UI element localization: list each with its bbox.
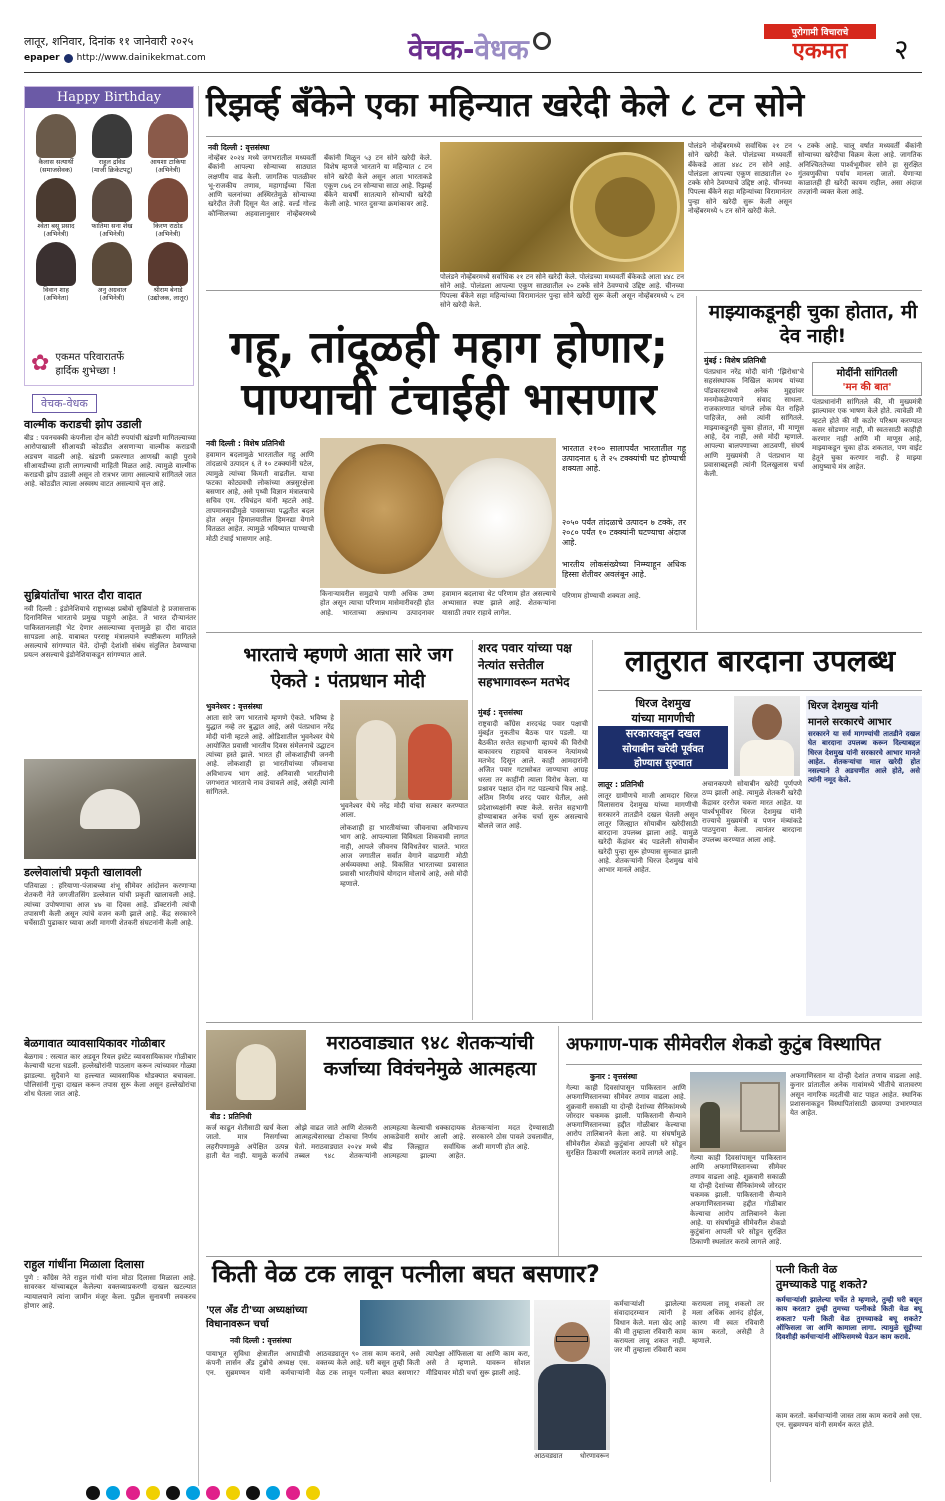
modi-dateline: मुंबई : विशेष प्रतिनिधी	[704, 356, 766, 365]
person-photo	[92, 114, 132, 158]
wheat-text-2: किनाऱ्यावरील समुद्राचे पाणी अधिक उष्ण होत असून त्याचा परिणाम मासेमारीवरही होत आहे. भारताच्या अन्नधान्य उत्पादनावर हवामान बदलाचा थेट परिणाम होत असल्याचे अभ्यासात स्पष्ट झाले आहे. शेतकऱ्यांना यासाठी तयार राहावे लागेल.	[320, 590, 556, 617]
register-dot	[86, 1486, 100, 1500]
register-dot	[286, 1486, 300, 1500]
wheat-headline-line2: पाण्याची टंचाईही भासणार	[241, 374, 657, 425]
latur-rule	[598, 690, 922, 691]
story-text: पुणे : काँग्रेस नेते राहुल गांधी यांना मोठा दिलासा मिळाला आहे. सावरकर यांच्याबद्दल केलेल्या वक्तव्याप्रकरणी दाखल खटल्यात न्यायालयाने त्यांना जामीन मंजूर केला. पुढील सुनावणी लवकरच होणार आहे.	[24, 1274, 196, 1310]
gate-structure	[740, 1082, 780, 1132]
wife-side-text: कर्मचाऱ्यांशी झालेल्या चर्चेत ते म्हणाले, तुम्ही घरी बसून काय करता? तुम्ही तुमच्या पत्नीकडे किती वेळ बघू शकता? पत्नी किती वेळ तुमच्याकडे बघू शकते? ऑफिसला जा आणि कामाला लागा. त्यामुळे सुट्टीच्या दिवशीही कर्मचाऱ्यांनी ऑफिसमध्ये येऊन काम करावे.	[776, 1296, 922, 1342]
dhiraj-head	[752, 704, 782, 740]
person-photo	[92, 242, 132, 286]
person-photo	[92, 178, 132, 222]
modi-photo	[340, 700, 468, 800]
person-role: (अभिनेत्री)	[155, 166, 181, 174]
story-text: पतियाळा : हरियाणा-पंजाबच्या शंभू सीमेवर आंदोलन करणाऱ्या शेतकरी नेते जगजीतसिंग डल्लेवाल यांची प्रकृती खालावली आहे. त्यांच्या उपोषणाचा आज ४७ वा दिवस आहे. डॉक्टरांनी त्यांची तपासणी केली असून त्यांचे वजन कमी झाले आहे. केंद्र सरकारने चर्चेसाठी पुढाकार घ्यावा अशी मागणी शेतकरी संघटनांनी केली आहे.	[24, 882, 196, 928]
latur-kicker	[598, 696, 728, 769]
world-headline: भारताचे म्हणणे आता सारे जग ऐकते : पंतप्रधान मोदी	[243, 644, 453, 692]
birthday-person	[141, 242, 195, 302]
wife-dateline: नवी दिल्ली : वृत्तसंस्था	[230, 1336, 292, 1345]
afghan-headline: अफगाण-पाक सीमेवरील शेकडो कुटुंब विस्थापित	[566, 1034, 881, 1055]
modi-subhead-line2: 'मन की बात'	[842, 382, 892, 393]
person-name: राहुल द्रविड	[98, 158, 126, 166]
register-dot	[266, 1486, 280, 1500]
wife-kicker-line2: विधानावरून चर्चा	[206, 1319, 269, 1330]
lead-photo-caption: पोलंडने नोव्हेंबरमध्ये सर्वाधिक २१ टन सोने खरेदी केले. पोलंडच्या मध्यवर्ती बँकेकडे आता ४४८ टन सोने आहे. पोलंडला आपल्या एकूण साठ्यातील २० टक्के सोने ठेवण्याचे उद्दिष्ट आहे. चीनच्या पिपल्स बँकेने सहा महिन्यांच्या विरामानंतर पुन्हा सोने खरेदी सुरू केली असून नोव्हेंबरमध्ये ५ टन सोने खरेदी केले.	[440, 273, 684, 309]
protest-photo	[24, 759, 196, 859]
left-column-divider	[198, 86, 199, 1486]
marathwada-divider	[558, 1026, 559, 1256]
kicker-highlight: होण्यास सुरुवात	[598, 755, 728, 769]
person-silhouette	[80, 789, 140, 829]
world-text: आता सारे जग भारताचे म्हणणे ऐकते. भविष्य हे युद्धात नव्हे तर बुद्धात आहे, असे पंतप्रधान नरेंद्र मोदी यांनी म्हटले आहे. ओडिशातील भुवनेश्वर येथे आयोजित प्रवासी भारतीय दिवस संमेलनाचे उद्घाटन त्यांच्या हस्ते झाले. भारत ही लोकशाहीची जननी आहे. लोकशाही हा भारतीयांच्या जीवनाचा अविभाज्य भाग आहे. अनिवासी भारतीयांनी जगभरात भारताचे नाव उंचावले आहे, असेही त्यांनी सांगितले.	[206, 714, 334, 797]
world-divider	[472, 640, 473, 1020]
brand-name: एकमत	[792, 39, 848, 64]
magnifier-icon	[533, 32, 551, 50]
modi-subhead-line1: मोदींनी सांगितली	[836, 368, 898, 379]
birthday-wish	[31, 349, 124, 377]
farmer-photo	[206, 1030, 306, 1110]
person-role: (अभिनेत्री)	[99, 294, 125, 302]
modi-text: पंतप्रधान नरेंद्र मोदी यांनी 'झिरोधा'चे सहसंस्थापक निखिल कामथ यांच्या पॉडकास्टमध्ये अनेक मुद्द्यांवर मनमोकळेपणाने संवाद साधला. राजकारणात चांगले लोक येत राहिले पाहिजेत, असे त्यांनी सांगितले. माझ्याकडूनही चुका होतात, मी माणूस आहे, देव नाही, असे मोदी म्हणाले. आपल्या बालपणाच्या आठवणी, संघर्ष आणि मुख्यमंत्री ते पंतप्रधान या प्रवासाबद्दलही त्यांनी दिलखुलास चर्चा केली.	[704, 368, 804, 479]
section-logo	[408, 30, 529, 68]
chairman-glasses	[556, 1336, 588, 1342]
story-headline: सुब्रियांतोंचा भारत दौरा वादात	[24, 589, 142, 602]
wife-kicker	[206, 1302, 356, 1330]
modi-figure	[356, 720, 396, 800]
kicker-highlight: सोयाबीन खरेदी पूर्ववत	[598, 741, 728, 755]
birthday-person	[141, 178, 195, 238]
person-name: विवान शाह	[43, 286, 69, 294]
latur-text-2: अचानकपणे सोयाबीन खरेदी पूर्णपणे ठप्प झाली आहे. त्यामुळे शेतकरी खरेदी केंद्रावर दररोज चकरा मारत आहेत. या पार्श्वभूमीवर धिरज देशमुख यांनी राज्याचे मुख्यमंत्री व पणन मंत्र्यांकडे पाठपुरावा केला. त्यानंतर बारदाना उपलब्ध करण्यात आला आहे.	[702, 780, 802, 844]
header-rule	[24, 72, 922, 73]
world-text-2: लोकशाही हा भारतीयांच्या जीवनाचा अविभाज्य भाग आहे. आपल्याला विविधता शिकवावी लागत नाही, आपले जीवनच विविधतेवर चालते. भारत आज जगातील सर्वात वेगाने वाढणारी मोठी अर्थव्यवस्था आहे. विकसित भारताच्या प्रवासात प्रवासी भारतीयांचे योगदान मोलाचे आहे, असे मोदी म्हणाले.	[340, 824, 468, 888]
person-photo	[36, 178, 76, 222]
lead-bottom-rule	[206, 290, 922, 291]
person-role: (माजी क्रिकेटपटू)	[91, 166, 133, 174]
brand-block	[764, 24, 876, 70]
wife-caption-right: धोरणावरून	[580, 1452, 610, 1460]
person-role: (अभिनेता)	[43, 294, 69, 302]
wheat-caption: परिणाम होण्याची शक्यता आहे.	[562, 592, 641, 600]
modi-text-2: पंतप्रधानांनी सांगितले की, मी मुख्यमंत्री झाल्यावर एक भाषण केले होते. त्यावेळी मी म्हटले होते की मी कठोर परिश्रम करण्यात कसर सोडणार नाही, मी स्वतःसाठी काहीही करणार नाही आणि मी माणूस आहे, माझ्याकडून चुका होऊ शकतात, पण वाईट हेतूने चुका करणार नाही. हे माझ्या आयुष्याचे मंत्र आहेत.	[812, 398, 922, 472]
lead-text: नोव्हेंबर २०२४ मध्ये जगभरातील मध्यवर्ती बँकांनी आपल्या सोन्याच्या साठ्यात लक्षणीय वाढ केली. जागतिक पातळीवर भू-राजकीय तणाव, महागाईच्या चिंता आणि चलनांच्या अस्थिरतेमुळे सोन्याच्या खरेदीत तेजी दिसून येत आहे. वर्ल्ड गोल्ड कौन्सिलच्या अहवालानुसार नोव्हेंबरमध्ये बँकांनी मिळून ५३ टन सोने खरेदी केले. विशेष म्हणजे भारताने या महिन्यात ८ टन सोने खरेदी केले असून आता भारताकडे एकूण ८७६ टन सोन्याचा साठा आहे. रिझर्व्ह बँकेने यावर्षी सातत्याने सोन्याची खरेदी केली आहे. भारत दुसऱ्या क्रमांकावर आहे.	[208, 154, 432, 218]
wife-side-text-2: काम करतो. कर्मचाऱ्यांनी जास्त तास काम करावे असे एस. एन. सुब्रमण्यन यांनी समर्थन करत होते.	[776, 1412, 922, 1430]
birthday-person	[29, 242, 83, 302]
section-logo-right: वेधक	[474, 33, 529, 66]
wife-kicker-line1: 'एल अँड टी'च्या अध्यक्षांच्या	[206, 1305, 308, 1316]
rbi-seal-inner	[595, 177, 655, 237]
birthday-title: Happy Birthday	[25, 87, 193, 108]
marathwada-dateline: बीड : प्रतिनिधी	[210, 1112, 252, 1121]
globe-icon	[64, 54, 73, 63]
lead-dateline: नवी दिल्ली : वृत्तसंस्था	[208, 143, 270, 152]
wife-headline: किती वेळ टक लावून पत्नीला बघत बसणार?	[212, 1260, 600, 1288]
birthday-person	[85, 242, 139, 302]
latur-side-box	[806, 696, 922, 1016]
pawar-text: राष्ट्रवादी काँग्रेस शरदचंद्र पवार पक्षाची मुंबईत नुकतीच बैठक पार पडली. या बैठकीत सत्तेत सहभागी व्हायचे की विरोधी बाकावरच राहायचे यावरून नेत्यांमध्ये मतभेद दिसून आले. काही आमदारांनी अजित पवार गटासोबत जाण्याचा आग्रह धरला तर काहींनी त्याला विरोध केला. या प्रश्नावर पक्षात दोन गट पडल्याचे चित्र आहे. अंतिम निर्णय शरद पवार घेतील, असे प्रदेशाध्यक्षांनी स्पष्ट केले. सत्तेत सहभागी होण्याबाबत अनेक चर्चा सुरू असल्याचे बोलले जात आहे.	[478, 720, 588, 831]
cm-figure	[408, 724, 452, 800]
workers-photo	[360, 1300, 530, 1346]
flower-icon: ✿	[31, 350, 50, 376]
register-dot	[186, 1486, 200, 1500]
modi-divider	[696, 296, 697, 630]
epaper-line	[24, 53, 206, 63]
latur-dateline: लातूर : प्रतिनिधी	[598, 780, 644, 789]
story-text: नवी दिल्ली : इंडोनेशियाचे राष्ट्राध्यक्ष प्रबोवो सुब्रियांतो हे प्रजासत्ताक दिनानिमित्त भारताचे प्रमुख पाहुणे आहेत. ते भारत दौऱ्यानंतर पाकिस्तानलाही भेट देणार असल्याच्या वृत्तामुळे हा दौरा वादात सापडला आहे. याबाबत परराष्ट्र मंत्रालयाने स्पष्टीकरण मागितले असल्याचे सांगण्यात येते. दोन्ही देशांशी संबंध संतुलित ठेवण्याचा प्रयत्न असल्याचे इंडोनेशियाकडून सांगण्यात आले.	[24, 605, 196, 660]
register-dot	[146, 1486, 160, 1500]
grain-photo	[320, 438, 556, 588]
world-caption: भुवनेश्वर येथे नरेंद्र मोदी यांचा सत्कार करण्यात आला.	[340, 802, 468, 820]
birthday-person	[141, 114, 195, 174]
lead-headline: रिझर्व्ह बँकेने एका महिन्यात खरेदी केले ८ टन सोने	[206, 85, 805, 124]
kicker-line: धिरज देशमुख	[635, 697, 691, 710]
person-photo	[148, 114, 188, 158]
wife-divider	[770, 1260, 771, 1482]
register-dot	[126, 1486, 140, 1500]
website-link[interactable]: http://www.dainikekmat.com	[76, 53, 206, 63]
birthday-grid	[25, 108, 193, 302]
modi-subhead	[812, 362, 922, 396]
wheat-headline	[214, 322, 684, 426]
register-dot	[306, 1486, 320, 1500]
wish-line1: एकमत परिवारातर्फे	[55, 352, 125, 363]
farmer-figure	[236, 1044, 276, 1100]
pawar-headline: शरद पवार यांच्या पक्ष नेत्यांत सत्तेतील सहभागावरून मतभेद	[478, 641, 572, 689]
modi-rule	[704, 352, 922, 353]
person-name: किरण राठोड	[153, 222, 183, 230]
birthday-person	[29, 178, 83, 238]
birthday-panel	[24, 86, 194, 386]
person-role: (समाजसेवक)	[39, 166, 73, 174]
story-headline: राहुल गांधींना मिळाला दिलासा	[24, 1258, 144, 1271]
register-dot	[166, 1486, 180, 1500]
story-headline: बेळगावात व्यावसायिकावर गोळीबार	[24, 1037, 165, 1050]
person-photo	[148, 242, 188, 286]
register-dot	[226, 1486, 240, 1500]
lead-text-3: ५ टक्के आहे. चालू वर्षात मध्यवर्ती बँकांनी सोन्याच्या खरेदीचा विक्रम केला आहे. जागतिक अनिश्चिततेच्या पार्श्वभूमीवर सोने हा सुरक्षित गुंतवणुकीचा पर्याय मानला जातो. येणाऱ्या काळातही ही खरेदी कायम राहील, असा अंदाज तज्ज्ञांनी व्यक्त केला आहे.	[798, 142, 922, 197]
page-dateline: लातूर, शनिवार, दिनांक ११ जानेवारी २०२५	[24, 35, 194, 48]
wish-line2: हार्दिक शुभेच्छा !	[55, 366, 117, 377]
person-name: फातिमा सना शेख	[91, 222, 133, 230]
marathwada-headline-line2: कर्जाच्या विवंचनेमुळे आत्महत्या	[323, 1058, 537, 1080]
wife-caption-left: आठवड्यात	[534, 1452, 563, 1460]
register-dot	[206, 1486, 220, 1500]
register-dot	[106, 1486, 120, 1500]
latur-side-head-line2: मानले सरकारचे आभार	[808, 717, 892, 728]
rbi-gold-photo	[440, 142, 684, 272]
person-role: (उद्योजक, लातूर)	[147, 294, 189, 302]
section-tag: वेचक-वेधक	[32, 394, 97, 413]
latur-side-text: सरकारने या सर्व मागण्यांची तातडीने दखल घेत बारदाना उपलब्ध करून दिल्याबद्दल धिरज देशमुख यांनी सरकारचे आभार मानले आहेत. शेतकऱ्यांचा माल खरेदी होत नसल्याने ते अडचणीत आले होते, असे त्यांनी नमूद केले.	[808, 730, 920, 785]
epaper-label: epaper	[24, 53, 60, 63]
section-logo-left: वेचक-	[408, 33, 475, 66]
wheat-bullet: भारतीय लोकसंख्येच्या निम्म्याहून अधिक हिस्सा शेतीवर अवलंबून आहे.	[562, 560, 686, 579]
afghan-rule	[566, 1064, 922, 1065]
marathwada-headline-line1: मराठवाड्यात ९४८ शेतकऱ्यांची	[326, 1032, 534, 1054]
brand-tagline: पुरोगामी विचाराचे	[764, 24, 876, 39]
person-name: अनु अग्रवाल	[97, 286, 127, 294]
afghan-dateline: कुनार : वृत्तसंस्था	[590, 1072, 638, 1081]
wife-side-box	[776, 1262, 922, 1452]
wife-side-head-line2: तुमच्याकडे पाहू शकते?	[776, 1278, 868, 1291]
lead-rule	[206, 136, 922, 137]
birthday-person	[29, 114, 83, 174]
latur-headline: लातुरात बारदाना उपलब्ध	[624, 644, 896, 679]
story-headline: वाल्मीक कराडची झोप उडाली	[24, 418, 142, 431]
wheat-dateline: नवी दिल्ली : विशेष प्रतिनिधी	[206, 439, 285, 448]
modi-headline: माझ्याकडूनही चुका होतात, मी देव नाही!	[708, 301, 918, 347]
wife-text-2: कर्मचाऱ्यांशी झालेल्या संवादादरम्यान त्यांनी हे विधान केले. मला खेद आहे की मी तुम्हाला रविवारी काम करायला लावू शकत नाही. जर मी तुम्हाला रविवारी काम करायला लावू शकलो तर मला अधिक आनंद होईल, कारण मी स्वतः रविवारी काम करतो, असेही ते म्हणाले.	[614, 1300, 764, 1355]
person-name: श्वेता बसू प्रसाद	[37, 222, 75, 230]
dhiraj-photo	[734, 696, 800, 776]
afghan-text: गेल्या काही दिवसांपासून पाकिस्तान आणि अफगाणिस्तानच्या सीमेवर तणाव वाढला आहे. शुक्रवारी सकाळी या दोन्ही देशांच्या सैनिकांमध्ये जोरदार चकमक झाली. पाकिस्तानी सैन्याने अफगाणिस्तानच्या हद्दीत गोळीबार केल्याचा आरोप तालिबानने केला आहे. या संघर्षामुळे सीमेवरील शेकडो कुटुंबांना आपली घरे सोडून सुरक्षित ठिकाणी स्थलांतर करावे लागले आहे.	[566, 1084, 686, 1158]
person-name: आयशा टाकिया	[150, 158, 186, 166]
wife-text: पायाभूत सुविधा क्षेत्रातील आघाडीची कंपनी लार्सन अँड टुब्रोचे अध्यक्ष एस. एन. सुब्रमण्यन यांनी कर्मचाऱ्यांनी आठवड्यातून ९० तास काम करावे, असे वक्तव्य केले आहे. घरी बसून तुम्ही किती वेळ टक लावून पत्नीला बघत बसणार? त्यापेक्षा ऑफिसला या आणि काम करा, असे ते म्हणाले. यावरून सोशल मीडियावर मोठी चर्चा सुरू झाली आहे.	[206, 1350, 530, 1377]
wheat-bullet: भारतात २१०० सालापर्यंत भारतातील गहू उत्पादनात ६ ते २५ टक्क्यांची घट होण्याची शक्यता आहे.	[562, 444, 686, 473]
chairman-body	[538, 1364, 606, 1450]
page-number: २	[894, 33, 909, 66]
soldier-figure	[700, 1102, 720, 1148]
person-role: (अभिनेत्री)	[155, 230, 181, 238]
left-column-stories	[24, 392, 196, 1482]
lower-rule	[206, 1256, 922, 1257]
person-photo	[36, 242, 76, 286]
person-name: श्रीराम बेनाडे	[153, 286, 183, 294]
wheat-headline-line1: गहू, तांदूळही महाग होणार;	[229, 322, 669, 373]
wheat-bottom-rule	[206, 632, 922, 633]
marathwada-text: कर्ज काढून शेतीसाठी खर्च केला जातो. मात्र निसर्गाच्या लहरीपणामुळे अपेक्षित उत्पन्न हाती येत नाही. यामुळे कर्जाचे ओझे वाढत जाते आणि शेतकरी आत्महत्येसारखा टोकाचा निर्णय घेतो. मराठवाड्यात २०२४ मध्ये तब्बल ९४८ शेतकऱ्यांनी आत्महत्या केल्याची धक्कादायक आकडेवारी समोर आली आहे. बीड जिल्ह्यात सर्वाधिक आत्महत्या झाल्या आहेत. शेतकऱ्यांना मदत देण्यासाठी सरकारने ठोस पावले उचलावीत, अशी मागणी होत आहे.	[206, 1124, 554, 1160]
wife-side-head-line1: पत्नी किती वेळ	[776, 1263, 838, 1276]
chairman-head	[554, 1322, 590, 1362]
story-text: बेळगाव : रस्त्यात कार अडवून रियल इस्टेट व्यावसायिकावर गोळीबार केल्याची घटना घडली. हल्लेखोरांनी पाठलाग करून त्यांच्यावर गोळ्या झाडल्या. सुदैवाने या हल्ल्यात व्यावसायिक थोडक्यात बचावला. पोलिसांनी गुन्हा दाखल करून तपास सुरू केला असून हल्लेखोरांचा शोध घेतला जात आहे.	[24, 1053, 196, 1099]
birthday-person	[85, 114, 139, 174]
dhiraj-body	[740, 740, 794, 776]
birthday-person	[85, 178, 139, 238]
latur-text: लातूर ग्रामीणचे माजी आमदार धिरज विलासराव देशमुख यांच्या मागणीची सरकारने तातडीने दखल घेतली असून लातूर जिल्ह्यात सोयाबीन खरेदीसाठी बारदाना उपलब्ध झाला आहे. यामुळे खरेदी केंद्रांवर बंद पडलेली सोयाबीन खरेदी पुन्हा सुरू होण्यास सुरुवात झाली आहे. शेतकऱ्यांनी धिरज देशमुख यांचे आभार मानले आहेत.	[598, 792, 698, 875]
pawar-divider	[592, 640, 593, 1020]
wheat-text: हवामान बदलामुळे भारतातील गहू आणि तांदळाचे उत्पादन ६ ते १० टक्क्यांनी घटेल, त्यामुळे त्यांच्या किमती वाढतील. याचा फटका कोट्यवधी लोकांच्या अन्नसुरक्षेला बसणार आहे, असे पृथ्वी विज्ञान मंत्रालयाचे सचिव एम. रविचंद्रन यांनी म्हटले आहे. तापमानवाढीमुळे पावसाच्या पद्धतीत बदल होत असून हिमालयातील हिमनद्या वेगाने वितळत आहेत. त्यामुळे भविष्यात पाण्याची मोठी टंचाई भासणार आहे.	[206, 451, 314, 543]
registration-marks-bottom	[86, 1486, 320, 1500]
world-dateline: भुवनेश्वर : वृत्तसंस्था	[206, 702, 263, 711]
lead-text-2: पोलंडने नोव्हेंबरमध्ये सर्वाधिक २१ टन सोने खरेदी केले. पोलंडच्या मध्यवर्ती बँकेकडे आता ४४८ टन सोने आहे. पोलंडला आपल्या एकूण साठ्यातील २० टक्के सोने ठेवण्याचे उद्दिष्ट आहे. चीनच्या पिपल्स बँकेने सहा महिन्यांच्या विरामानंतर पुन्हा सोने खरेदी सुरू केली असून नोव्हेंबरमध्ये ५ टन सोने खरेदी केले.	[688, 142, 792, 216]
story-headline: डल्लेवालांची प्रकृती खालावली	[24, 866, 142, 879]
kicker-highlight: सरकारकडून दखल	[598, 726, 728, 741]
afghan-text-3: अफगाणिस्तान या दोन्ही देशांत तणाव वाढला आहे. कुनार प्रांतातील अनेक गावांमध्ये भीतीचे वातावरण असून नागरिक मदतीची वाट पाहत आहेत. स्थानिक प्रशासनाकडून विस्थापितांसाठी छावण्या उभारण्यात येत आहेत.	[790, 1072, 922, 1118]
chairman-photo	[534, 1300, 610, 1450]
kicker-line: यांच्या मागणीची	[631, 712, 695, 725]
pawar-dateline: मुंबई : वृत्तसंस्था	[478, 708, 523, 717]
person-photo	[148, 178, 188, 222]
mid-rule	[206, 1022, 922, 1023]
afghan-text-2: गेल्या काही दिवसांपासून पाकिस्तान आणि अफगाणिस्तानच्या सीमेवर तणाव वाढला आहे. शुक्रवारी सकाळी या दोन्ही देशांच्या सैनिकांमध्ये जोरदार चकमक झाली. पाकिस्तानी सैन्याने अफगाणिस्तानच्या हद्दीत गोळीबार केल्याचा आरोप तालिबानने केला आहे. या संघर्षामुळे सीमेवरील शेकडो कुटुंबांना आपली घरे सोडून सुरक्षित ठिकाणी स्थलांतर करावे लागले आहे.	[690, 1154, 786, 1246]
marathwada-headline	[310, 1030, 550, 1082]
wheat-bullet: २०५० पर्यंत तांदळाचे उत्पादन ७ टक्के, तर २०८० पर्यंत १० टक्क्यांनी घटण्याचा अंदाज आहे.	[562, 518, 686, 547]
masthead	[0, 0, 945, 84]
border-photo	[690, 1072, 786, 1152]
person-name: कैलास सत्यार्थी	[38, 158, 74, 166]
person-photo	[36, 114, 76, 158]
register-dot	[246, 1486, 260, 1500]
wheat-bowl	[324, 444, 444, 574]
person-role: (अभिनेत्री)	[43, 230, 69, 238]
latur-side-head-line1: धिरज देशमुख यांनी	[808, 701, 879, 712]
story-text: बीड : पवनचक्की कंपनीला दोन कोटी रुपयांची खंडणी मागितल्याच्या आरोपाखाली सीआयडी कोठडीत असणाऱ्या वाल्मीक कराडची अडचण वाढली आहे. खंडणी प्रकरणात आणखी काही पुरावे सीआयडीच्या हाती लागल्याची माहिती मिळत आहे. त्यामुळे वाल्मीक कराडची झोप उडाली असून तो रात्रभर जागा असल्याचे सांगितले जात आहे. कोठडीत त्याला अस्वस्थ वाटत असल्याचे वृत्त आहे.	[24, 434, 196, 489]
rice-bowl	[442, 458, 552, 578]
person-role: (अभिनेत्री)	[99, 230, 125, 238]
